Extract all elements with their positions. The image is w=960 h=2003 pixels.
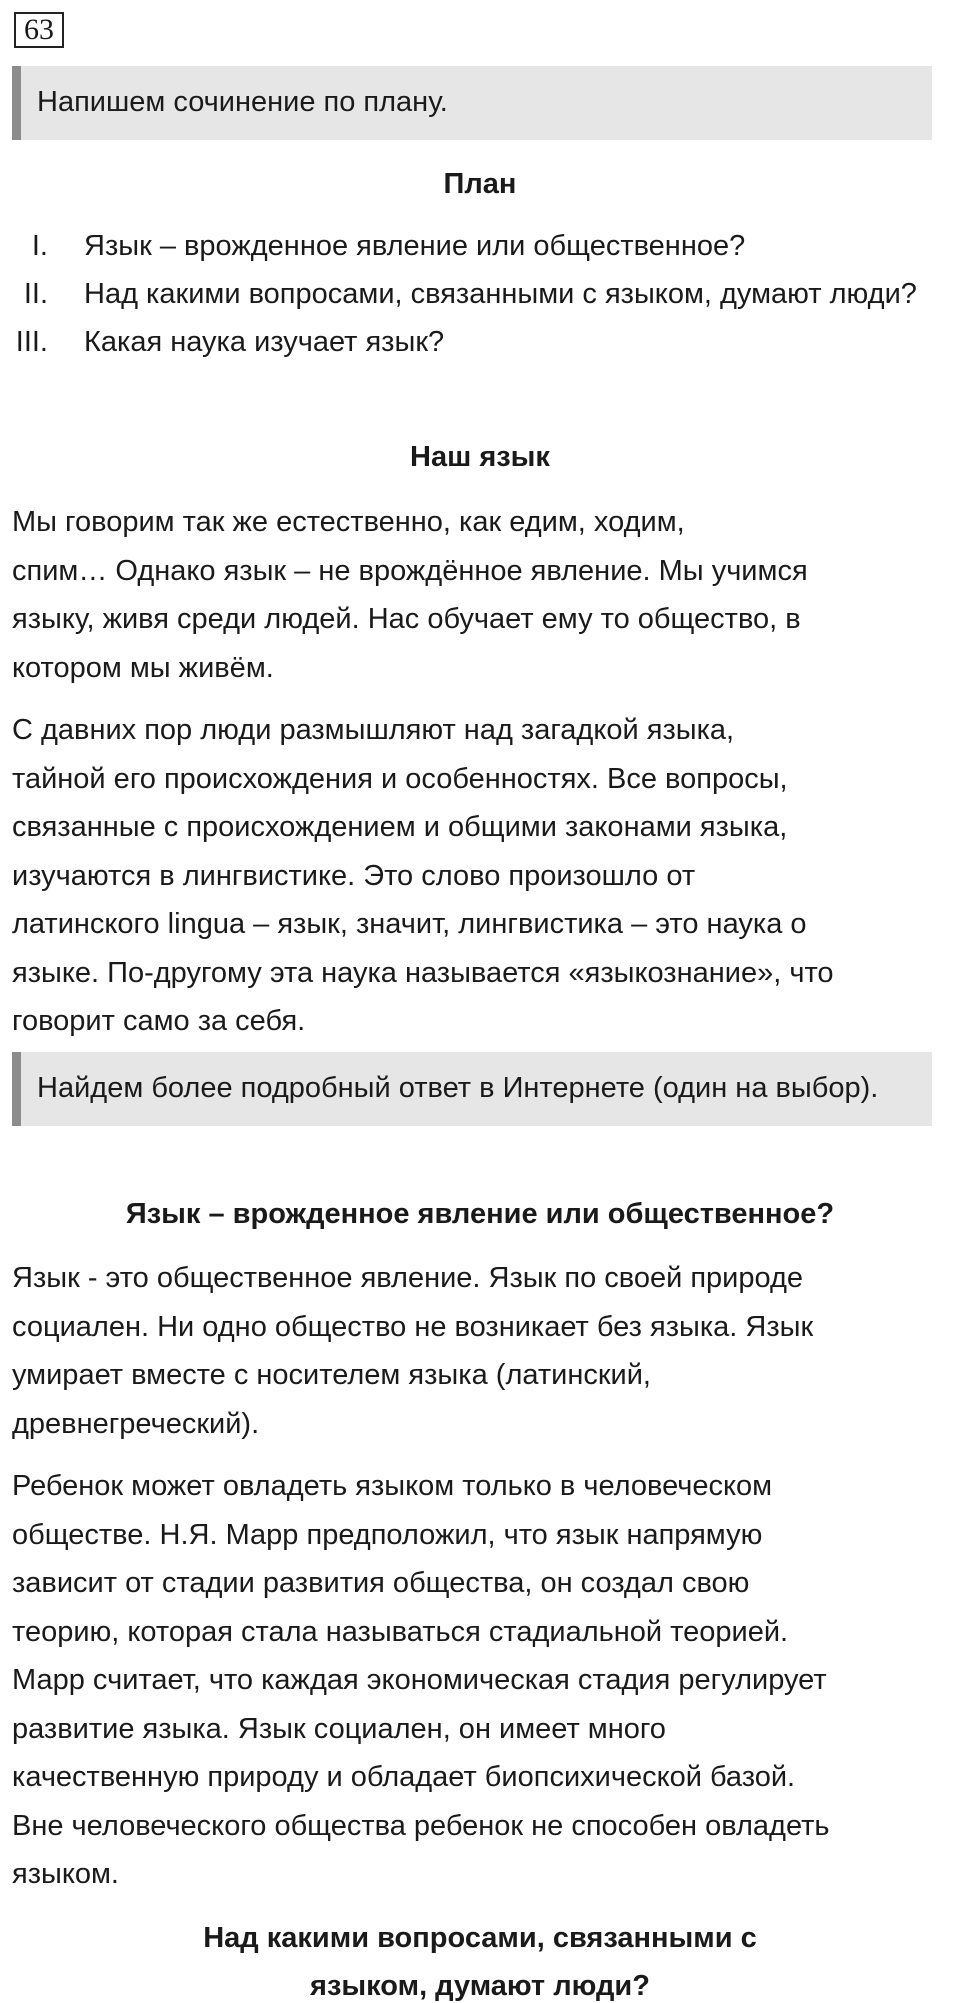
essay-paragraph: С давних пор люди размышляют над загадкой языка, тайной его происхождения и особенностях. Все вопросы, связанные с происхождением и общими законами языка, изучаются в лингвистике. Это слово произошло от латинского lingua – язык, значит, лингвистика – это наука о языке. По-другому эта наука называется «языкознание», что говорит само за себя. bbox=[12, 714, 834, 1037]
exercise-number: 63 bbox=[14, 12, 64, 48]
plan-item bbox=[0, 318, 960, 366]
next-section-title: Над какими вопросами, связанными с языком, думают люди? bbox=[203, 1922, 757, 2002]
task-callout-find-answer: Найдем более подробный ответ в Интернете (один на выбор). bbox=[12, 1052, 932, 1126]
plan-list bbox=[0, 222, 960, 366]
task-callout-write-essay: Напишем сочинение по плану. bbox=[12, 66, 932, 140]
essay-title: Наш язык bbox=[410, 441, 550, 473]
plan-item-text: Язык – врожденное явление или общественное? bbox=[84, 230, 746, 262]
plan-item bbox=[0, 222, 960, 270]
plan-item-numeral: I. bbox=[31, 230, 48, 262]
answer-paragraph: Ребенок может овладеть языком только в человеческом обществе. Н.Я. Марр предположил, что язык напрямую зависит от стадии развития общества, он создал свою теорию, которая стала называться стадиальной теорией. Марр считает, что каждая экономическая стадия регулирует развитие языка. Язык социален, он имеет много качественную природу и обладает биопсихической базой. Вне человеческого общества ребенок не способен овладеть языком. bbox=[12, 1470, 830, 1890]
answer-title: Язык – врожденное явление или общественное? bbox=[125, 1198, 835, 1230]
essay-paragraph: Мы говорим так же естественно, как едим, ходим, спим… Однако язык – не врождённое явление. Мы учимся языку, живя среди людей. Нас обучает ему то общество, в котором мы живём. bbox=[12, 506, 808, 684]
plan-item-text: Над какими вопросами, связанными с языком, думают люди? bbox=[84, 278, 917, 310]
plan-item-numeral: II. bbox=[23, 278, 48, 310]
plan-item-numeral: III. bbox=[15, 326, 48, 358]
plan-item-text: Какая наука изучает язык? bbox=[84, 326, 445, 358]
plan-heading: План bbox=[443, 168, 517, 200]
plan-item bbox=[0, 270, 960, 318]
answer-paragraph: Язык - это общественное явление. Язык по своей природе социален. Ни одно общество не возникает без языка. Язык умирает вместе с носителем языка (латинский, древнегреческий). bbox=[12, 1262, 814, 1440]
